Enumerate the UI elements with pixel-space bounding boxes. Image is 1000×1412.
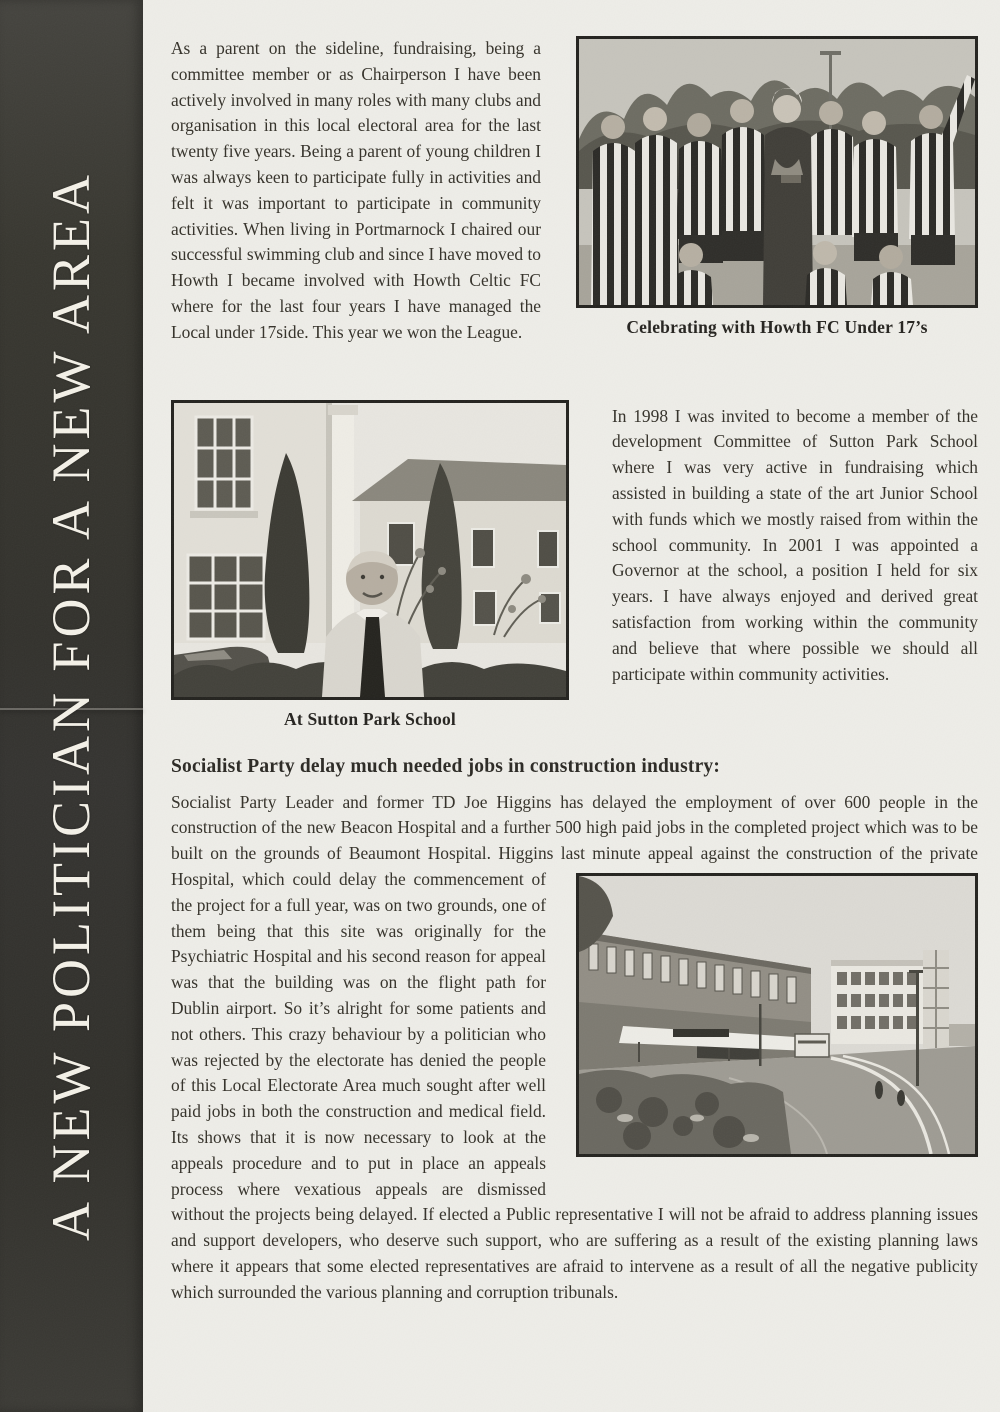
school-photo-column bbox=[171, 400, 569, 730]
jobs-paragraph bbox=[171, 790, 978, 1306]
school-photo bbox=[171, 400, 569, 700]
football-team-photo bbox=[576, 36, 978, 308]
hospital-photo bbox=[576, 873, 978, 1157]
sidebar-vertical-title: A NEW POLITICIAN FOR A NEW AREA bbox=[41, 170, 101, 1242]
leaflet-content bbox=[143, 0, 1000, 1412]
sidebar-band bbox=[0, 0, 143, 1412]
sutton-section bbox=[171, 400, 978, 730]
community-paragraph: As a parent on the sideline, fundraising, being a committee member or as Chairperson I have been actively involved in many roles with many clubs and organisation in this local electoral area for the last twenty five years. Being a parent of young children I was always keen to participate fully in activities and felt it was important to participate in community activities. When living in Portmarnock I chaired our successful swimming club and since I have moved to Howth I became involved with Howth Celtic FC where for the last four years I have managed the Local under 17side. This year we won the League. bbox=[171, 38, 541, 342]
jobs-heading: Socialist Party delay much needed jobs in construction industry: bbox=[171, 755, 721, 777]
jobs-body-text: construction of the private Hospital, which could delay the commencement of the project for a full year, was on two grounds, one of them being that this site was originally for the Psychiatric Hospital and his second reason for appeal was that the building was on the flight path for Dublin airport. So it’s alright for some patients and not others. This crazy behaviour by a politician who was rejected by the electorate has denied the people of this Local Electorate Area much sought after well paid jobs in both the construction and medical field. Its shows that it is now necessary to look at the appeals procedure and to put in place an appeals process where vexatious appeals are dismissed without the projects being delayed. If elected a Public representative I will not be afraid to address planning issues and support developers, who deserve such support, who are suffering as a result of the existing planning laws where it appears that some elected representatives are afraid to intervene as a result of all the negative publicity which surrounded the various planning and corruption tribunals. bbox=[171, 843, 979, 1302]
football-photo-column bbox=[576, 36, 978, 346]
football-photo-caption: Celebrating with Howth FC Under 17’s bbox=[626, 317, 928, 337]
sutton-paragraph: In 1998 I was invited to become a member of the development Committee of Sutton Park School where I was very active in fundraising which assisted in building a state of the art Junior School with funds which we mostly raised from within the school community. In 2001 I was appointed a Governor at the school, a position I held for six years. I have always enjoyed and derived great satisfaction from working within the community and believe that where possible we should all participate within community activities. bbox=[612, 405, 978, 684]
jobs-intro-text: Socialist Party Leader and former TD Joe Higgins has delayed the employment of over 600 people in the construction of the new Beacon Hospital and a further 500 high paid jobs in the completed project which was to be built on the grounds of Beaumont Hospital. Higgins last minute appeal against the bbox=[171, 791, 978, 864]
community-section bbox=[171, 36, 978, 346]
hospital-photo-frame bbox=[576, 873, 978, 1157]
school-photo-caption: At Sutton Park School bbox=[284, 708, 456, 729]
